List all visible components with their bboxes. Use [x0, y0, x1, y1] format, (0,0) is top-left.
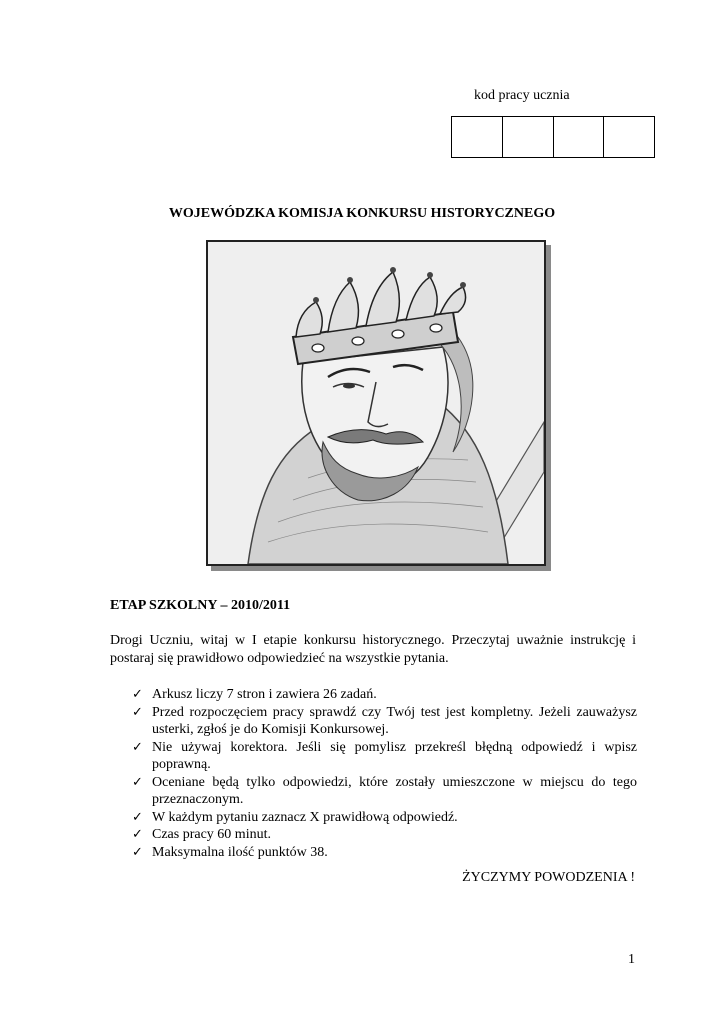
checkmark-icon: ✓: [132, 774, 143, 790]
student-code-box[interactable]: [604, 117, 654, 157]
student-code-box[interactable]: [452, 117, 503, 157]
student-code-box[interactable]: [554, 117, 605, 157]
checkmark-icon: ✓: [132, 844, 143, 860]
stage-title: ETAP SZKOLNY – 2010/2011: [110, 598, 291, 613]
page-number: 1: [628, 952, 635, 967]
student-code-label: kod pracy ucznia: [474, 88, 570, 103]
checkmark-icon: ✓: [132, 704, 143, 720]
list-item: ✓ Oceniane będą tylko odpowiedzi, które zostały umieszczone w miejscu do tego przeznaczonym.: [132, 774, 637, 807]
commission-title: WOJEWÓDZKA KOMISJA KONKURSU HISTORYCZNEGO: [168, 206, 556, 221]
list-item: ✓ W każdym pytaniu zaznacz X prawidłową odpowiedź.: [132, 809, 458, 825]
list-item: ✓ Nie używaj korektora. Jeśli się pomylisz przekreśl błędną odpowiedź i wpisz poprawną.: [132, 739, 637, 772]
list-item: ✓ Czas pracy 60 minut.: [132, 827, 271, 842]
checkmark-icon: ✓: [132, 687, 143, 702]
intro-paragraph: Drogi Uczniu, witaj w I etapie konkursu historycznego. Przeczytaj uważnie instrukcję i postaraj się prawidłowo odpowiedzieć na wszystkie pytania.: [110, 633, 636, 666]
checkmark-icon: ✓: [132, 827, 143, 842]
student-code-boxes: [451, 116, 655, 158]
list-item: ✓ Arkusz liczy 7 stron i zawiera 26 zadań.: [132, 687, 377, 702]
checkmark-icon: ✓: [132, 739, 143, 755]
good-luck-message: ŻYCZYMY POWODZENIA !: [462, 870, 635, 885]
king-portrait-image: [206, 240, 546, 566]
crowned-king-portrait-icon: [208, 242, 544, 564]
list-item: ✓ Maksymalna ilość punktów 38.: [132, 844, 328, 860]
list-item: ✓ Przed rozpoczęciem pracy sprawdź czy Twój test jest kompletny. Jeżeli zauważysz usterki, zgłoś je do Komisji Konkursowej.: [132, 704, 637, 737]
checkmark-icon: ✓: [132, 809, 143, 825]
instructions-list: [132, 686, 637, 861]
student-code-box[interactable]: [503, 117, 554, 157]
